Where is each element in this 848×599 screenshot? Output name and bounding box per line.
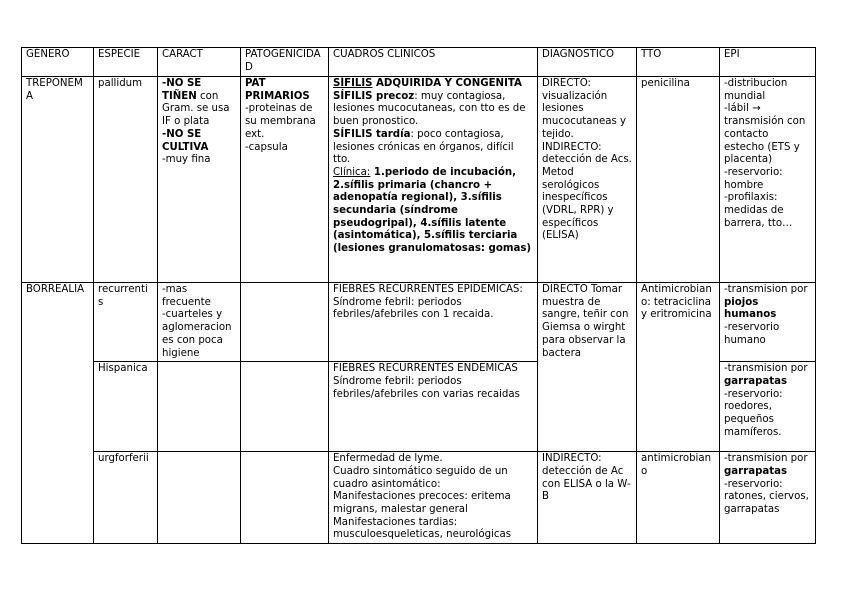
cuadros-title: FIEBRES RECURRENTES EPIDEMICAS: bbox=[333, 284, 523, 295]
patogenicidad-bold: PAT PRIMARIOS bbox=[245, 78, 310, 102]
especie-cell: urgforferii bbox=[94, 452, 158, 544]
epi-text: -reservorio humano bbox=[724, 322, 780, 346]
cuadros-text: Manifestaciones tardias: musculoesqueleticas, neurológicas bbox=[333, 516, 512, 541]
table-row-recurrentis bbox=[22, 283, 816, 362]
table-row-treponema bbox=[22, 77, 816, 283]
sifilis-title-underlined: SÍFILIS bbox=[333, 78, 373, 89]
clinica-text: 1.periodo de incubación, 2.sífilis primaria (chancro + adenopatía regional), 3.sífilis secundaria (síndrome pseudogripal), 4.sífilis latente (asintomática), 5.sífilis terciaria (lesiones granulomatosas: gomas) bbox=[333, 166, 532, 255]
epi-cell bbox=[720, 283, 816, 362]
cuadros-text: Síndrome febril: periodos febriles/afebriles con 1 recaida. bbox=[333, 296, 494, 321]
tto-cell: antimicrobiano bbox=[637, 452, 720, 544]
caract-text: -mas frecuente bbox=[162, 284, 211, 308]
epi-bold: garrapatas bbox=[724, 465, 788, 477]
especie-cell: pallidum bbox=[94, 77, 158, 283]
cuadros-text: Síndrome febril: periodos febriles/afebriles con varias recaidas bbox=[333, 375, 520, 400]
tto-cell: Antimicrobiano: tetraciclina y eritromicina bbox=[637, 283, 720, 452]
header-cuadros-clinicos: CUADROS CLINICOS bbox=[329, 48, 538, 77]
clinica-label: Clínica: bbox=[333, 166, 371, 178]
epi-bold: garrapatas bbox=[724, 375, 788, 387]
cuadros-cell bbox=[329, 77, 538, 283]
epi-text: -transmision por bbox=[724, 363, 808, 375]
header-diagnostico: DIAGNOSTICO bbox=[538, 48, 637, 77]
diagnostico-cell: DIRECTO Tomar muestra de sangre, teñir con Giemsa o wirght para observar la bactera bbox=[538, 283, 637, 452]
cuadros-title: FIEBRES RECURRENTES ENDEMICAS bbox=[333, 363, 518, 375]
diagnostico-cell: DIRECTO: visualización lesiones mucocutaneas y tejido. INDIRECTO: detección de Acs. Metod serológicos inespecíficos (VDRL, RPR) y específicos (ELISA) bbox=[538, 77, 637, 283]
caract-text: -cuarteles y aglomeraciones con poca higiene bbox=[162, 309, 232, 359]
patogenicidad-cell bbox=[241, 362, 329, 452]
table-row-burgdorferi bbox=[22, 452, 816, 544]
caract-cell bbox=[158, 77, 241, 283]
caract-bold: -NO SE TIÑEN bbox=[162, 78, 202, 102]
epi-cell bbox=[720, 77, 816, 283]
header-genero: GÉNERO bbox=[22, 48, 94, 77]
header-caract: CARACT bbox=[158, 48, 241, 77]
sifilis-tardia-label: SÍFILIS tardía bbox=[333, 128, 411, 140]
epi-line: -profilaxis: medidas de barrera, tto… bbox=[724, 192, 793, 229]
sifilis-tardia-text: : poco contagiosa, lesiones crónicas en órganos, difícil tto. bbox=[333, 128, 514, 166]
patogenicidad-cell bbox=[241, 77, 329, 283]
header-row bbox=[22, 48, 816, 77]
header-especie: ESPECIE bbox=[94, 48, 158, 77]
bacteria-table bbox=[21, 47, 816, 544]
caract-text: con Gram. se usa IF o plata bbox=[162, 90, 230, 128]
tto-cell: penicilina bbox=[637, 77, 720, 283]
cuadros-text: Enfermedad de lyme. bbox=[333, 453, 443, 465]
diagnostico-cell: INDIRECTO: detección de Ac con ELISA o la W-B bbox=[538, 452, 637, 544]
epi-text: -reservorio: roedores, pequeños mamíferos. bbox=[724, 388, 783, 438]
sifilis-precoz-label: SÍFILIS precoz bbox=[333, 90, 415, 102]
epi-text: -transmision por bbox=[724, 284, 808, 295]
epi-text: -reservorio: ratones, ciervos, garrapatas bbox=[724, 478, 809, 516]
epi-line: -lábil → transmisión con contacto estecho (ETS y placenta) bbox=[724, 103, 806, 166]
genero-cell: TREPONEMA bbox=[22, 77, 94, 283]
especie-cell: recurrentis bbox=[94, 283, 158, 362]
patogenicidad-cell bbox=[241, 283, 329, 362]
header-patogenicidad: PATOGENICIDAD bbox=[241, 48, 329, 77]
genero-cell: BORREALIA bbox=[22, 283, 94, 544]
cuadros-cell bbox=[329, 283, 538, 362]
header-tto: TTO bbox=[637, 48, 720, 77]
epi-bold: piojos humanos bbox=[724, 296, 777, 321]
sifilis-title: ADQUIRIDA Y CONGENITA bbox=[372, 78, 522, 89]
caract-text: -muy fina bbox=[162, 154, 211, 166]
epi-line: -distribucion mundial bbox=[724, 78, 788, 102]
epi-line: -reservorio: hombre bbox=[724, 166, 783, 191]
patogenicidad-cell bbox=[241, 452, 329, 544]
sifilis-precoz-text: : muy contagiosa, lesiones mucocutaneas, con tto es de buen pronostico. bbox=[333, 90, 526, 128]
caract-cell bbox=[158, 362, 241, 452]
especie-cell: Hispanica bbox=[94, 362, 158, 452]
caract-bold: -NO SE CULTIVA bbox=[162, 128, 209, 153]
epi-cell bbox=[720, 452, 816, 544]
cuadros-cell bbox=[329, 362, 538, 452]
caract-cell bbox=[158, 452, 241, 544]
patogenicidad-text: -proteinas de su membrana ext. bbox=[245, 103, 316, 140]
cuadros-text: Cuadro sintomático seguido de un cuadro asintomático: bbox=[333, 465, 508, 490]
caract-cell bbox=[158, 283, 241, 362]
cuadros-text: Manifestaciones precoces: eritema migrans, malestar general bbox=[333, 491, 511, 516]
epi-cell bbox=[720, 362, 816, 452]
patogenicidad-text: -capsula bbox=[245, 141, 288, 153]
epi-text: -transmision por bbox=[724, 453, 808, 465]
cuadros-cell bbox=[329, 452, 538, 544]
header-epi: EPI bbox=[720, 48, 816, 77]
